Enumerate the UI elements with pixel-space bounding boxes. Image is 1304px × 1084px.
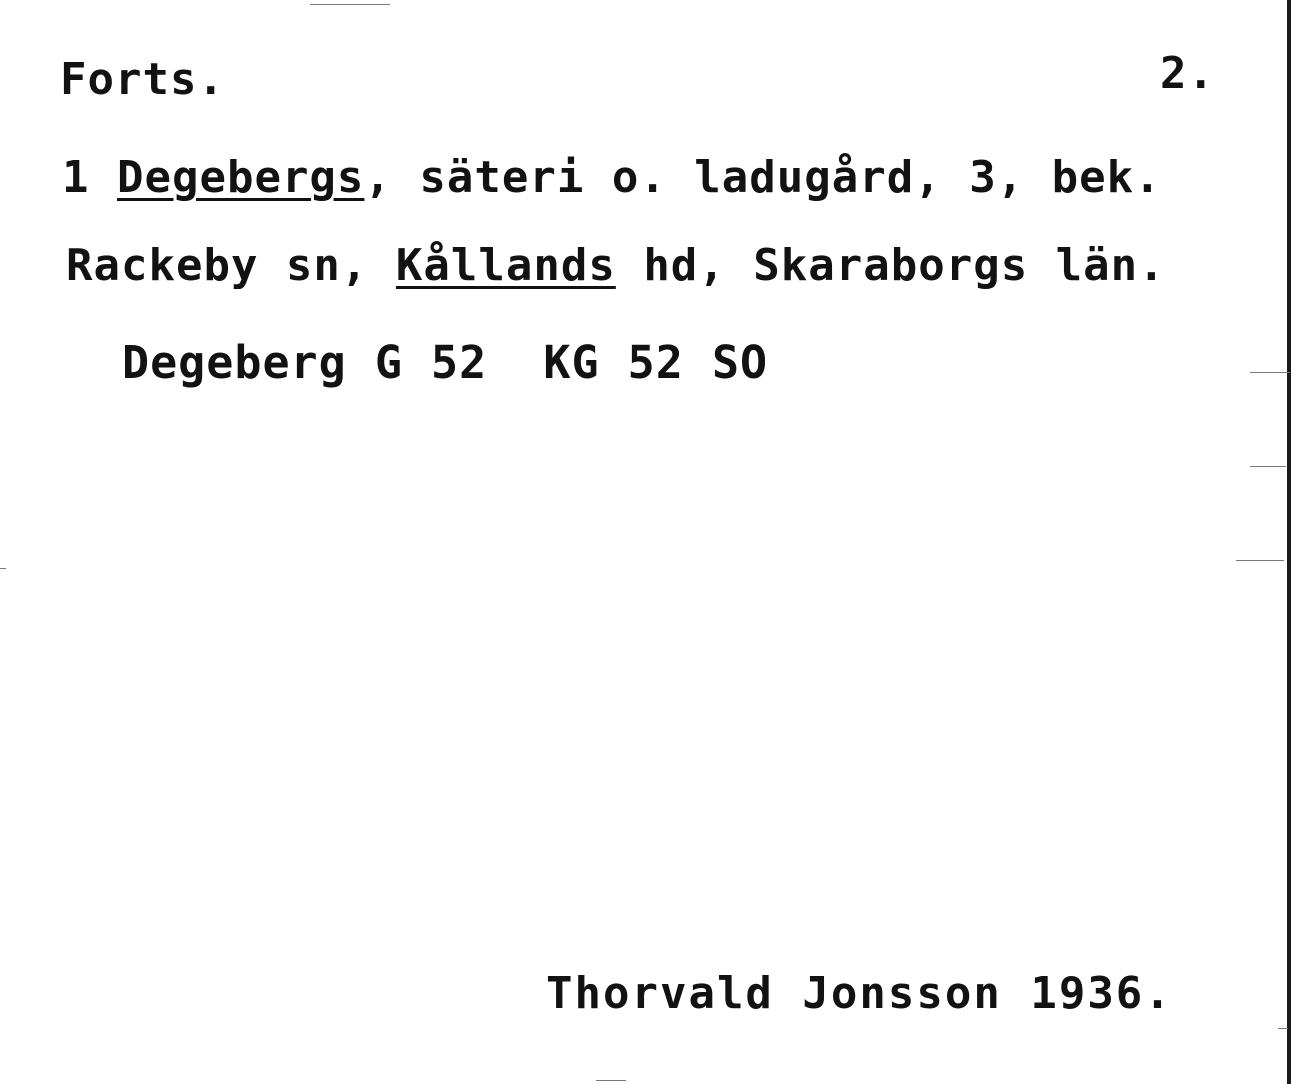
- parish: Rackeby sn,: [66, 240, 369, 291]
- card-edge: [1287, 0, 1291, 1084]
- entry-description: , säteri o. ladugård, 3, bek.: [364, 152, 1162, 203]
- scan-speck: [310, 4, 390, 5]
- signature: Thorvald Jonsson 1936.: [546, 968, 1173, 1019]
- scan-speck: [1250, 372, 1290, 373]
- scan-speck: [1236, 560, 1284, 561]
- scan-speck: [596, 1080, 626, 1081]
- hundred: Kållands: [395, 240, 616, 291]
- page-number: 2.: [1160, 48, 1215, 99]
- map-reference: Degeberg G 52 KG 52 SO: [122, 336, 769, 389]
- heading: Forts.: [60, 54, 225, 105]
- entry-line-1: [62, 152, 1162, 203]
- entry-number: 1: [62, 152, 90, 203]
- place-name: Degebergs: [117, 152, 365, 203]
- scan-speck: [1250, 466, 1286, 467]
- county: hd, Skaraborgs län.: [615, 240, 1166, 291]
- scan-speck: [1278, 1028, 1288, 1029]
- entry-line-2: [66, 240, 1166, 291]
- scan-speck: [0, 568, 6, 569]
